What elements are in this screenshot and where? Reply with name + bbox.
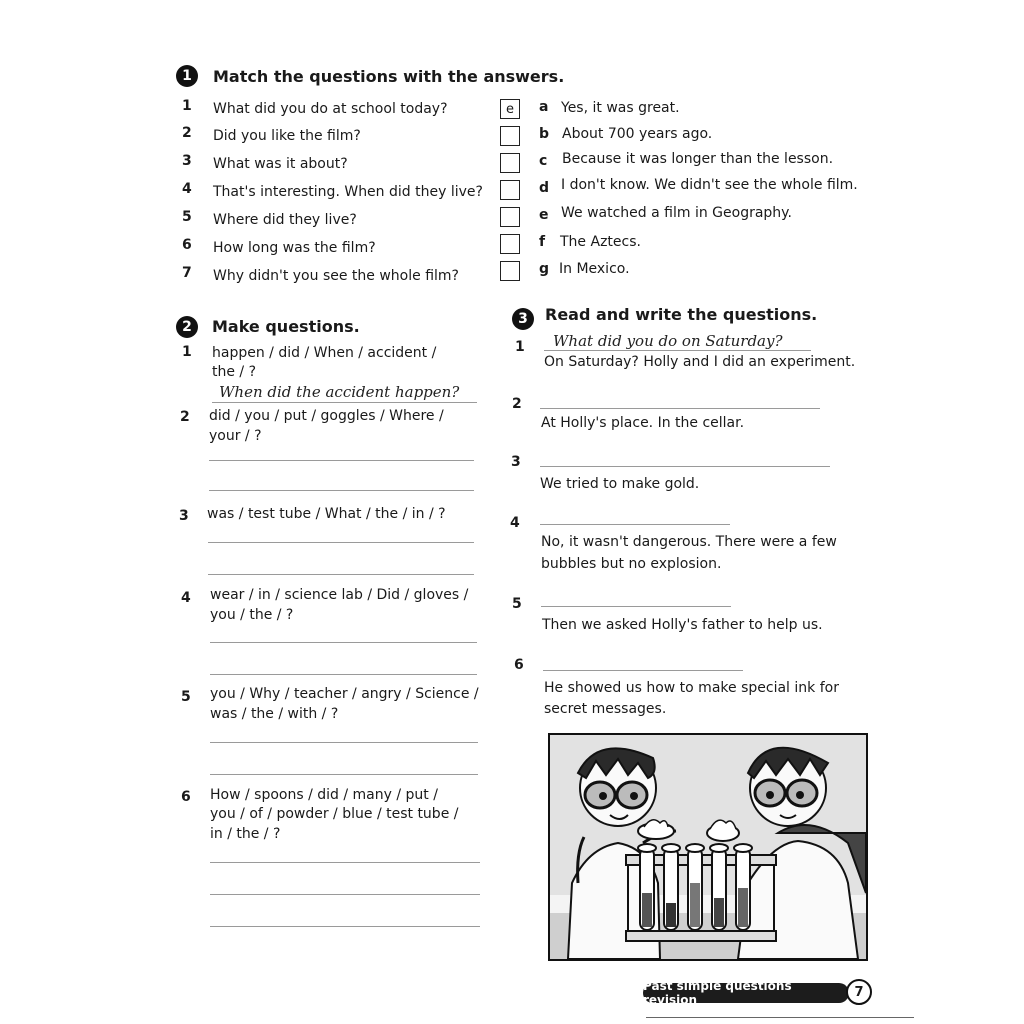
question-text: What was it about? — [213, 156, 348, 172]
answer-line[interactable] — [540, 524, 730, 525]
answer-letter: g — [539, 261, 550, 277]
answer-line[interactable] — [210, 674, 477, 675]
prompt-line: was / the / with / ? — [210, 706, 339, 722]
answer-text: In Mexico. — [559, 261, 630, 277]
answer-line[interactable] — [209, 460, 474, 461]
answer-box[interactable] — [500, 207, 520, 227]
section-3-number-badge: 3 — [512, 308, 534, 330]
answer-letter: b — [539, 126, 550, 142]
prompt-line: did / you / put / goggles / Where / — [209, 408, 444, 424]
question-text: Where did they live? — [213, 212, 357, 228]
answer-letter: a — [539, 99, 549, 115]
section-2-title: Make questions. — [212, 317, 360, 336]
response-text: We tried to make gold. — [540, 476, 700, 492]
answer-box[interactable] — [500, 180, 520, 200]
science-experiment-illustration — [548, 733, 868, 961]
answer-letter: f — [539, 234, 546, 250]
answer-line[interactable] — [210, 894, 480, 895]
question-number: 6 — [182, 237, 192, 253]
prompt-line: you / of / powder / blue / test tube / — [210, 806, 459, 822]
answer-line[interactable] — [544, 350, 811, 351]
answer-line[interactable] — [209, 490, 474, 491]
response-text: At Holly's place. In the cellar. — [541, 415, 745, 431]
item-number: 6 — [181, 789, 191, 805]
prompt-line: you / the / ? — [210, 607, 294, 623]
question-number: 1 — [182, 98, 192, 114]
response-text: secret messages. — [544, 701, 667, 717]
question-text: How long was the film? — [213, 240, 376, 256]
answer-text: I don't know. We didn't see the whole film. — [561, 177, 858, 193]
answer-line[interactable] — [210, 862, 480, 863]
question-text: What did you do at school today? — [213, 101, 448, 117]
answer-letter: c — [539, 153, 548, 169]
response-text: Then we asked Holly's father to help us. — [542, 617, 823, 633]
answer-text: Because it was longer than the lesson. — [562, 151, 834, 167]
answer-line[interactable] — [210, 926, 480, 927]
question-text: That's interesting. When did they live? — [213, 184, 483, 200]
answer-line[interactable] — [208, 574, 474, 575]
question-text: Why didn't you see the whole film? — [213, 268, 459, 284]
answer-line[interactable] — [543, 670, 743, 671]
question-number: 5 — [182, 209, 192, 225]
answer-box[interactable] — [500, 153, 520, 173]
answer-line[interactable] — [541, 606, 731, 607]
page-number: 7 — [846, 979, 872, 1005]
prompt-line: happen / did / When / accident / — [212, 345, 437, 361]
answer-line[interactable] — [210, 774, 478, 775]
question-number: 2 — [182, 125, 192, 141]
answer-text: About 700 years ago. — [562, 126, 713, 142]
answer-line[interactable] — [208, 542, 474, 543]
section-2-number-badge: 2 — [176, 316, 198, 338]
response-text: No, it wasn't dangerous. There were a few — [541, 534, 837, 550]
answer-line[interactable] — [540, 408, 820, 409]
answer-letter: e — [539, 207, 549, 223]
item-number: 3 — [511, 454, 521, 470]
section-1-title: Match the questions with the answers. — [213, 67, 565, 86]
footer-rule — [646, 1017, 914, 1018]
prompt-line: wear / in / science lab / Did / gloves / — [210, 587, 469, 603]
item-number: 5 — [181, 689, 191, 705]
item-number: 1 — [515, 339, 525, 355]
answer-line[interactable] — [210, 742, 478, 743]
item-number: 5 — [512, 596, 522, 612]
footer-section-label: Past simple questions revision — [643, 983, 849, 1003]
answer-line[interactable] — [212, 402, 477, 403]
answer-box[interactable] — [500, 261, 520, 281]
response-text: He showed us how to make special ink for — [544, 680, 839, 696]
question-number: 4 — [182, 181, 192, 197]
answer-line[interactable] — [210, 642, 477, 643]
example-answer: When did the accident happen? — [219, 383, 460, 401]
item-number: 3 — [179, 508, 189, 524]
section-3-title: Read and write the questions. — [545, 305, 818, 324]
answer-text: The Aztecs. — [560, 234, 641, 250]
prompt-line: the / ? — [212, 364, 257, 380]
question-number: 7 — [182, 265, 192, 281]
answer-box[interactable]: e — [500, 99, 520, 119]
response-text: On Saturday? Holly and I did an experiment. — [544, 354, 856, 370]
response-text: bubbles but no explosion. — [541, 556, 722, 572]
question-number: 3 — [182, 153, 192, 169]
prompt-line: you / Why / teacher / angry / Science / — [210, 686, 479, 702]
item-number: 1 — [182, 344, 192, 360]
item-number: 2 — [180, 409, 190, 425]
answer-letter: d — [539, 180, 550, 196]
answer-text: Yes, it was great. — [561, 100, 680, 116]
item-number: 2 — [512, 396, 522, 412]
item-number: 4 — [181, 590, 191, 606]
section-1-number-badge: 1 — [176, 65, 198, 87]
prompt-line: your / ? — [209, 428, 262, 444]
prompt-line: How / spoons / did / many / put / — [210, 787, 438, 803]
answer-box[interactable] — [500, 234, 520, 254]
answer-line[interactable] — [540, 466, 830, 467]
item-number: 6 — [514, 657, 524, 673]
answer-text: We watched a film in Geography. — [561, 205, 792, 221]
question-text: Did you like the film? — [213, 128, 361, 144]
prompt-line: in / the / ? — [210, 826, 281, 842]
prompt-line: was / test tube / What / the / in / ? — [207, 506, 446, 522]
answer-box[interactable] — [500, 126, 520, 146]
item-number: 4 — [510, 515, 520, 531]
example-question: What did you do on Saturday? — [553, 332, 783, 350]
